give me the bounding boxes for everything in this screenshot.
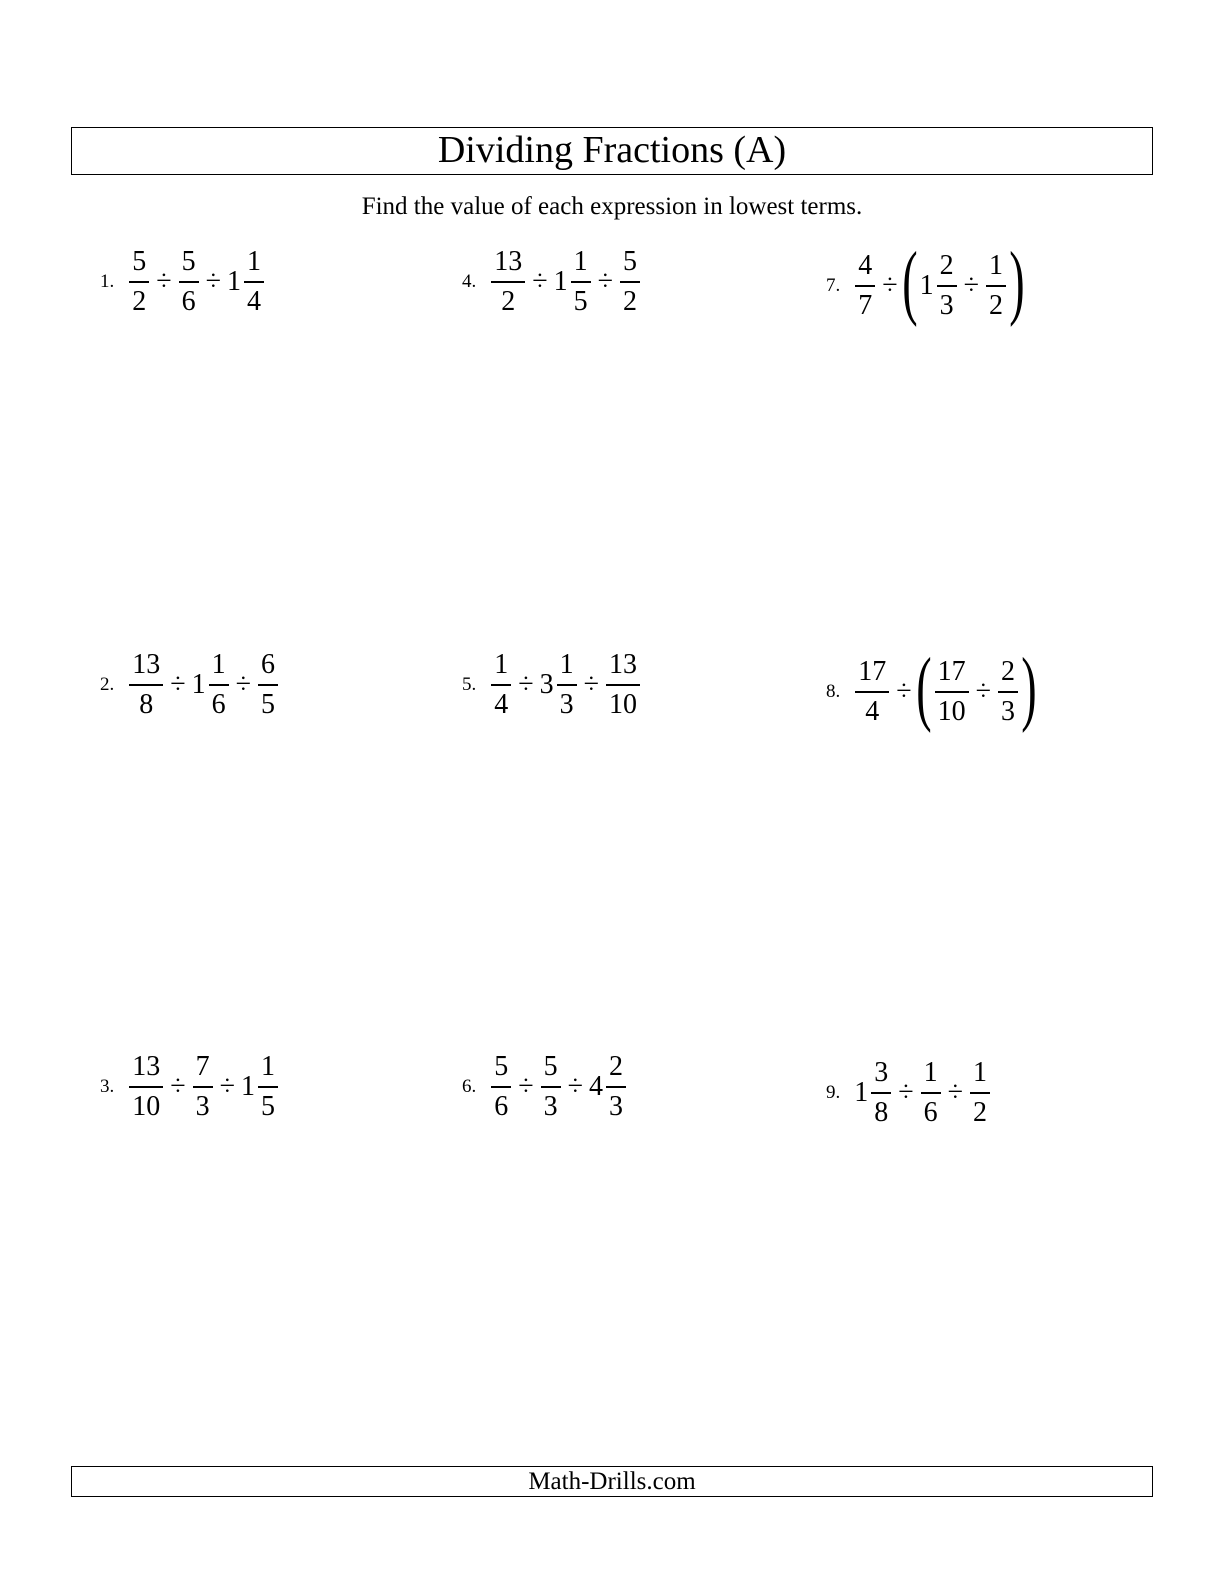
- denominator: 3: [543, 1090, 558, 1122]
- numerator: 1: [247, 246, 261, 278]
- fraction: [129, 247, 149, 317]
- whole-number: 3: [539, 669, 554, 700]
- fraction: [970, 1058, 990, 1128]
- problem-number: 6.: [462, 1076, 477, 1097]
- worksheet-title: Dividing Fractions (A): [71, 127, 1153, 175]
- numerator: 17: [858, 656, 887, 688]
- denominator: 2: [623, 285, 637, 317]
- denominator: 3: [609, 1090, 623, 1122]
- expression: [852, 1058, 993, 1128]
- problem-5: [462, 635, 643, 735]
- problem-number: 9.: [826, 1082, 841, 1103]
- expression: [126, 650, 281, 720]
- denominator: 6: [494, 1090, 509, 1122]
- problem-3: [100, 1037, 281, 1137]
- expression: [126, 247, 267, 317]
- denominator: 10: [132, 1090, 161, 1122]
- numerator: 13: [494, 246, 523, 278]
- problem-9: [826, 1043, 993, 1143]
- denominator: 2: [501, 285, 516, 317]
- expression: [852, 641, 1037, 734]
- denominator: 10: [609, 688, 637, 720]
- divide-sign: ÷: [898, 1077, 914, 1108]
- fraction: [209, 650, 229, 720]
- numerator: 1: [573, 246, 588, 278]
- divide-sign: ÷: [882, 270, 898, 301]
- fraction: [998, 657, 1018, 727]
- expression: [126, 1052, 281, 1122]
- denominator: 5: [261, 1090, 275, 1122]
- problem-number: 7.: [826, 275, 841, 296]
- fraction: [557, 650, 577, 720]
- denominator: 3: [1000, 695, 1015, 727]
- expression: [488, 650, 643, 720]
- denominator: 4: [494, 688, 509, 720]
- problem-2: [100, 635, 281, 735]
- fraction: [541, 1052, 561, 1122]
- problem-7: [826, 236, 1025, 336]
- divide-sign: ÷: [518, 1071, 534, 1102]
- problem-8: [826, 642, 1037, 742]
- whole-number: 1: [919, 270, 934, 301]
- whole-number: 1: [553, 266, 568, 297]
- fraction: [855, 251, 875, 321]
- denominator: 10: [937, 695, 966, 727]
- fraction: [606, 1052, 626, 1122]
- problem-1: [100, 232, 267, 332]
- divide-sign: ÷: [532, 266, 548, 297]
- divide-sign: ÷: [597, 266, 613, 297]
- fraction: [491, 650, 511, 720]
- numerator: 1: [494, 649, 509, 681]
- problem-number: 3.: [100, 1076, 115, 1097]
- fraction: [193, 1052, 213, 1122]
- problem-number: 2.: [100, 674, 115, 695]
- denominator: 5: [573, 285, 588, 317]
- numerator: 5: [543, 1051, 558, 1083]
- right-parenthesis: ): [1009, 235, 1025, 328]
- divide-sign: ÷: [205, 266, 221, 297]
- instructions: Find the value of each expression in lowest terms.: [361, 193, 863, 220]
- denominator: 2: [988, 289, 1003, 321]
- fraction: [571, 247, 591, 317]
- fraction: [258, 650, 278, 720]
- numerator: 1: [211, 649, 226, 681]
- divide-sign: ÷: [156, 266, 172, 297]
- denominator: 2: [973, 1096, 987, 1128]
- expression: [852, 235, 1025, 328]
- numerator: 4: [858, 250, 873, 282]
- divide-sign: ÷: [518, 669, 534, 700]
- divide-sign: ÷: [963, 270, 979, 301]
- numerator: 5: [181, 246, 196, 278]
- fraction: [179, 247, 199, 317]
- divide-sign: ÷: [583, 669, 599, 700]
- numerator: 6: [261, 649, 275, 681]
- denominator: 6: [923, 1096, 938, 1128]
- whole-number: 1: [854, 1077, 869, 1108]
- fraction: [129, 1052, 163, 1122]
- divide-sign: ÷: [975, 676, 991, 707]
- divide-sign: ÷: [947, 1077, 963, 1108]
- numerator: 5: [494, 1051, 509, 1083]
- denominator: 6: [211, 688, 226, 720]
- divide-sign: ÷: [235, 669, 251, 700]
- divide-sign: ÷: [896, 676, 912, 707]
- numerator: 13: [132, 1051, 161, 1083]
- fraction: [935, 657, 969, 727]
- denominator: 2: [132, 285, 147, 317]
- numerator: 1: [923, 1057, 938, 1089]
- fraction: [855, 657, 889, 727]
- denominator: 8: [139, 688, 154, 720]
- fraction: [606, 650, 640, 720]
- denominator: 3: [559, 688, 574, 720]
- fraction: [921, 1058, 941, 1128]
- footer-site-name: Math-Drills.com: [71, 1466, 1153, 1497]
- fraction: [244, 247, 264, 317]
- fraction: [871, 1058, 891, 1128]
- denominator: 3: [939, 289, 954, 321]
- numerator: 2: [609, 1051, 623, 1083]
- expression: [488, 247, 643, 317]
- numerator: 13: [609, 649, 637, 681]
- fraction: [491, 1052, 511, 1122]
- right-parenthesis: ): [1021, 641, 1037, 734]
- numerator: 1: [559, 649, 574, 681]
- fraction: [258, 1052, 278, 1122]
- expression: [488, 1052, 629, 1122]
- numerator: 5: [132, 246, 147, 278]
- denominator: 5: [261, 688, 275, 720]
- numerator: 13: [132, 649, 161, 681]
- whole-number: 1: [227, 266, 241, 297]
- left-parenthesis: (: [915, 641, 932, 734]
- problem-6: [462, 1037, 629, 1137]
- problem-number: 4.: [462, 271, 477, 292]
- divide-sign: ÷: [567, 1071, 583, 1102]
- numerator: 5: [623, 246, 637, 278]
- numerator: 7: [195, 1051, 210, 1083]
- numerator: 1: [988, 250, 1003, 282]
- fraction: [986, 251, 1006, 321]
- problem-4: [462, 232, 643, 332]
- denominator: 6: [181, 285, 196, 317]
- numerator: 1: [261, 1051, 275, 1083]
- numerator: 2: [939, 250, 954, 282]
- fraction: [491, 247, 525, 317]
- denominator: 4: [865, 695, 880, 727]
- whole-number: 1: [241, 1071, 255, 1102]
- problem-number: 8.: [826, 681, 841, 702]
- fraction: [129, 650, 163, 720]
- numerator: 3: [874, 1057, 889, 1089]
- whole-number: 1: [191, 669, 206, 700]
- problem-number: 1.: [100, 271, 115, 292]
- divide-sign: ÷: [170, 669, 186, 700]
- fraction: [937, 251, 957, 321]
- whole-number: 4: [589, 1071, 603, 1102]
- numerator: 1: [973, 1057, 987, 1089]
- left-parenthesis: (: [901, 235, 918, 328]
- divide-sign: ÷: [170, 1071, 186, 1102]
- numerator: 17: [937, 656, 966, 688]
- denominator: 3: [195, 1090, 210, 1122]
- denominator: 8: [874, 1096, 889, 1128]
- denominator: 7: [858, 289, 873, 321]
- problem-number: 5.: [462, 674, 477, 695]
- fraction: [620, 247, 640, 317]
- divide-sign: ÷: [219, 1071, 235, 1102]
- denominator: 4: [247, 285, 261, 317]
- numerator: 2: [1000, 656, 1015, 688]
